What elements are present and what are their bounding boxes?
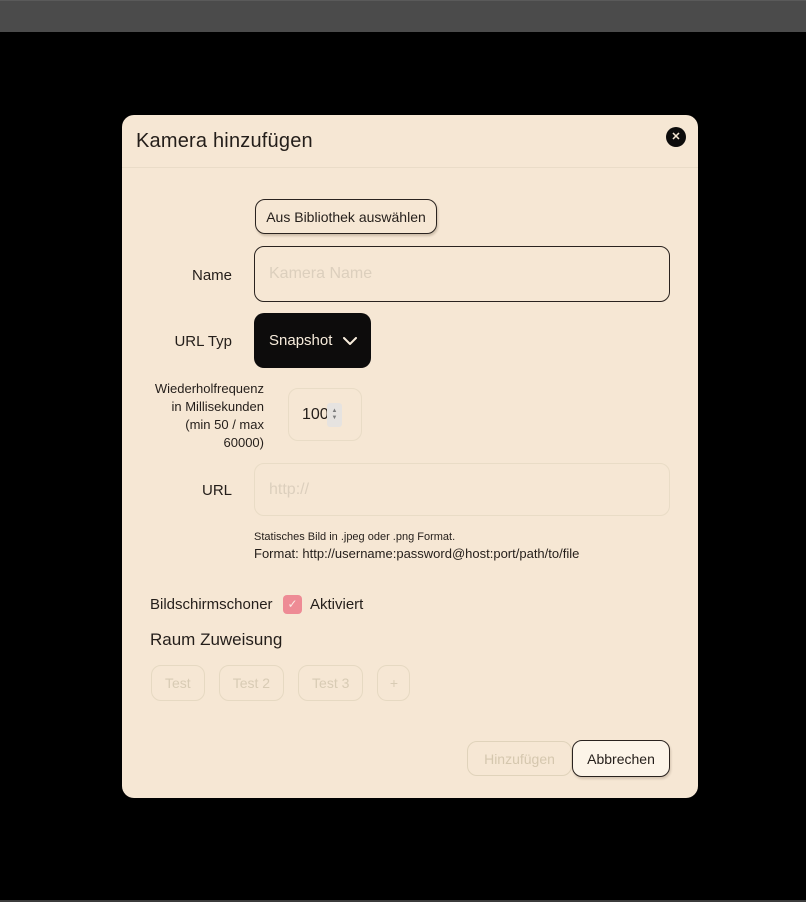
dialog-title: Kamera hinzufügen xyxy=(136,130,313,152)
stepper-down-icon[interactable]: ▼ xyxy=(331,415,338,421)
camera-url-input[interactable] xyxy=(254,463,670,516)
chevron-down-icon xyxy=(343,337,357,345)
frequency-field-label xyxy=(122,380,264,452)
url-type-label: URL Typ xyxy=(174,333,232,350)
frequency-input[interactable] xyxy=(289,406,327,424)
url-field-label: URL xyxy=(201,482,232,499)
screensaver-label: Bildschirmschoner xyxy=(150,596,273,613)
choose-from-library-button[interactable]: Aus Bibliothek auswählen xyxy=(255,199,437,234)
screensaver-checkbox[interactable]: ✓ xyxy=(283,595,302,614)
add-camera-dialog xyxy=(122,115,698,798)
number-stepper[interactable] xyxy=(327,403,342,427)
close-icon[interactable]: ✕ xyxy=(666,127,686,147)
frequency-number-field xyxy=(288,388,362,441)
add-room-chip-button[interactable]: + xyxy=(377,665,410,701)
name-field-label: Name xyxy=(191,267,232,284)
stepper-up-icon[interactable]: ▲ xyxy=(331,408,338,414)
url-help-text xyxy=(254,531,579,561)
room-chip[interactable]: Test xyxy=(151,665,205,701)
room-chip[interactable]: Test 3 xyxy=(298,665,363,701)
url-type-selected-value: Snapshot xyxy=(269,332,333,349)
camera-name-input[interactable] xyxy=(254,246,670,302)
room-chip[interactable]: Test 2 xyxy=(219,665,284,701)
frequency-label-line: (min 50 / max xyxy=(185,417,264,432)
room-chip-list xyxy=(151,665,410,701)
url-help-line-1: Statisches Bild in .jpeg oder .png Format. xyxy=(254,531,456,543)
cancel-button[interactable]: Abbrechen xyxy=(572,740,670,777)
url-help-line-2: Format: http://username:password@host:port/path/to/file xyxy=(254,546,580,561)
frequency-label-line: in Millisekunden xyxy=(171,399,264,414)
dialog-header xyxy=(122,115,698,168)
frequency-label-line: Wiederholfrequenz xyxy=(154,381,264,396)
window-titlebar xyxy=(0,0,806,32)
add-button[interactable]: Hinzufügen xyxy=(467,741,572,776)
screensaver-checkbox-label: Aktiviert xyxy=(310,596,364,613)
frequency-label-line: 60000) xyxy=(223,435,264,450)
room-assignment-title: Raum Zuweisung xyxy=(150,630,283,649)
url-type-select[interactable] xyxy=(254,313,371,368)
dialog-body xyxy=(122,168,698,798)
